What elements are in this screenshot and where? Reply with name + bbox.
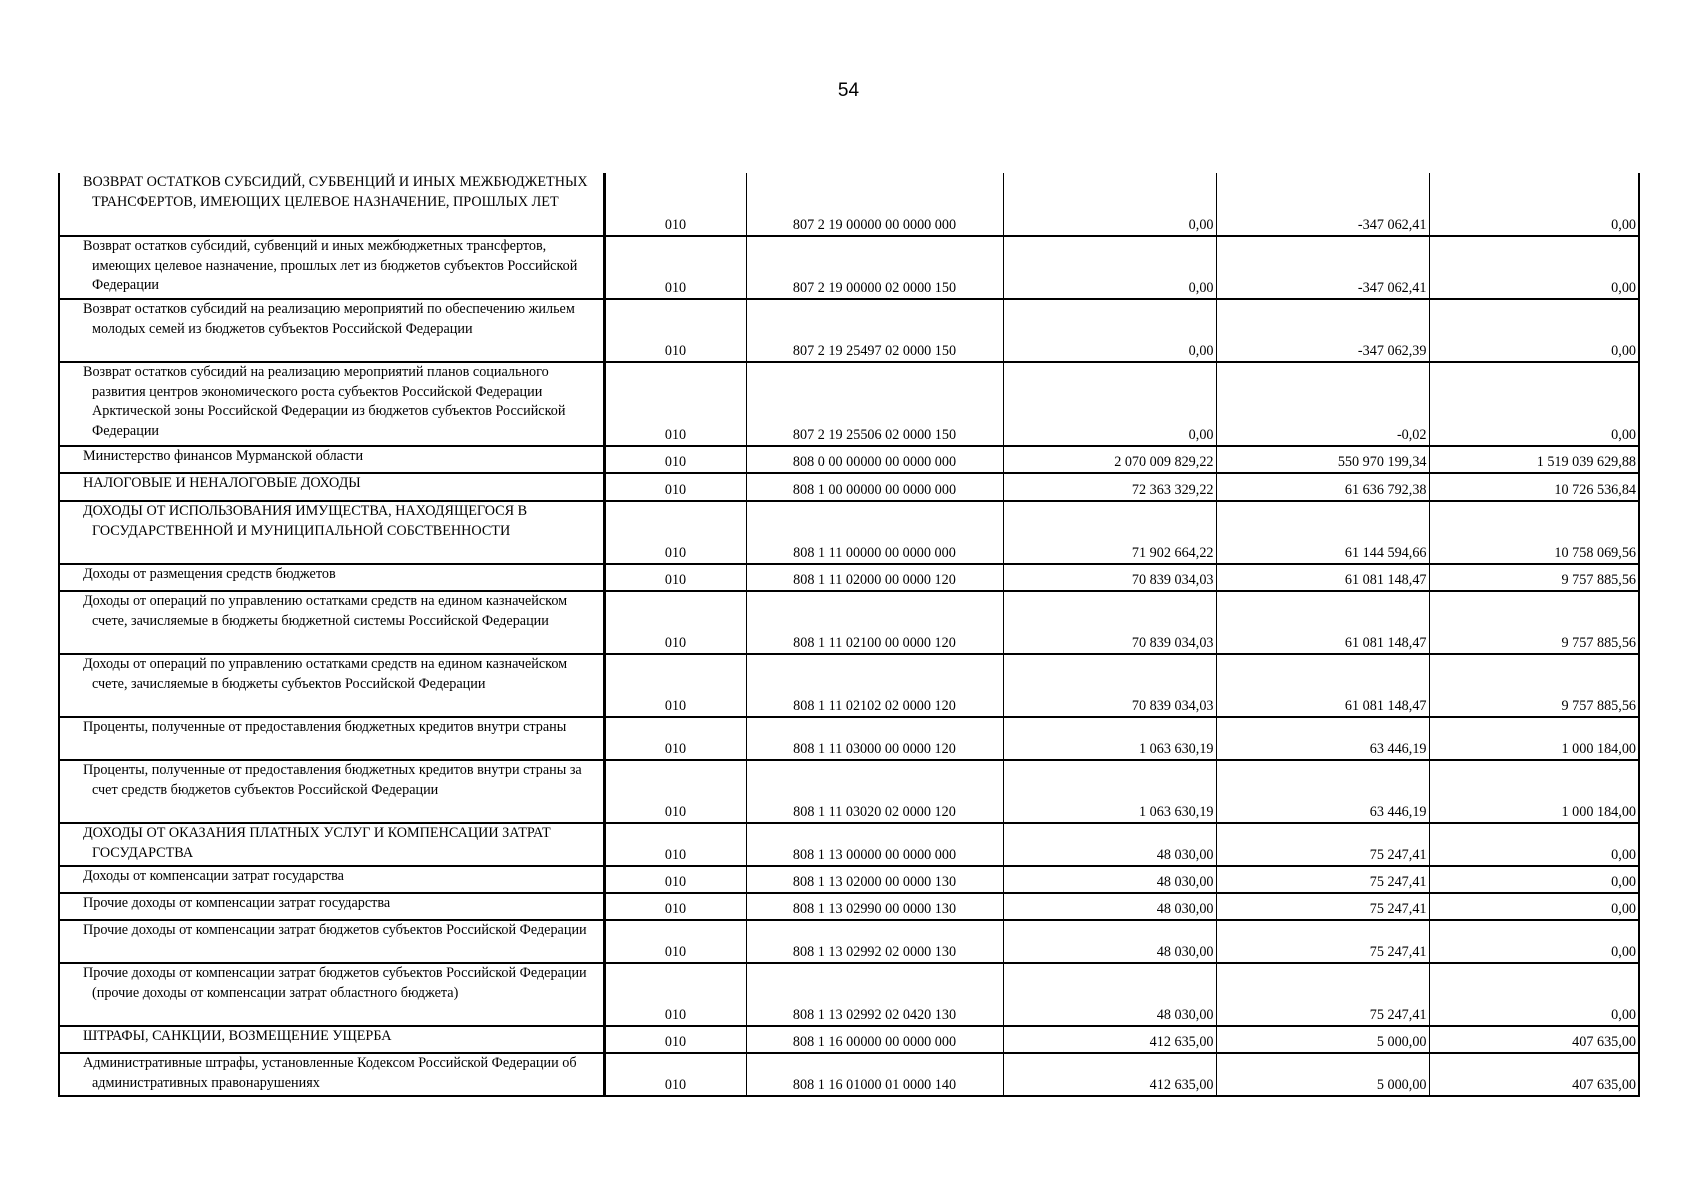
row-line-code: 010 xyxy=(604,173,746,236)
row-line-code: 010 xyxy=(604,1026,746,1053)
row-executed-amount: 75 247,41 xyxy=(1216,963,1429,1026)
row-unexecuted-amount: 10 726 536,84 xyxy=(1429,473,1639,501)
row-line-code: 010 xyxy=(604,920,746,963)
row-budget-classification-code: 808 1 13 02000 00 0000 130 xyxy=(746,866,1003,893)
row-executed-amount: 5 000,00 xyxy=(1216,1053,1429,1096)
row-unexecuted-amount: 0,00 xyxy=(1429,866,1639,893)
row-approved-amount: 0,00 xyxy=(1003,362,1216,446)
row-unexecuted-amount: 0,00 xyxy=(1429,963,1639,1026)
table-row xyxy=(59,236,1639,299)
table-row xyxy=(59,362,1639,446)
table-body xyxy=(59,173,1639,1096)
row-approved-amount: 48 030,00 xyxy=(1003,866,1216,893)
row-budget-classification-code: 808 1 11 00000 00 0000 000 xyxy=(746,501,1003,564)
row-description: Возврат остатков субсидий на реализацию мероприятий планов социального развития центров экономического роста субъектов Российской Федерации Арктической зоны Российской Федерации из бюджетов субъектов Российской Федерации xyxy=(59,362,604,446)
row-line-code: 010 xyxy=(604,717,746,760)
row-approved-amount: 71 902 664,22 xyxy=(1003,501,1216,564)
row-budget-classification-code: 808 1 11 03000 00 0000 120 xyxy=(746,717,1003,760)
row-executed-amount: 75 247,41 xyxy=(1216,866,1429,893)
row-description: ВОЗВРАТ ОСТАТКОВ СУБСИДИЙ, СУБВЕНЦИЙ И ИНЫХ МЕЖБЮДЖЕТНЫХ ТРАНСФЕРТОВ, ИМЕЮЩИХ ЦЕЛЕВОЕ НАЗНАЧЕНИЕ, ПРОШЛЫХ ЛЕТ xyxy=(59,173,604,236)
row-line-code: 010 xyxy=(604,501,746,564)
row-budget-classification-code: 807 2 19 00000 00 0000 000 xyxy=(746,173,1003,236)
row-budget-classification-code: 808 1 13 02992 02 0000 130 xyxy=(746,920,1003,963)
row-line-code: 010 xyxy=(604,654,746,717)
row-approved-amount: 70 839 034,03 xyxy=(1003,591,1216,654)
row-line-code: 010 xyxy=(604,893,746,920)
table-row xyxy=(59,866,1639,893)
row-executed-amount: 61 081 148,47 xyxy=(1216,564,1429,591)
row-unexecuted-amount: 0,00 xyxy=(1429,920,1639,963)
row-approved-amount: 1 063 630,19 xyxy=(1003,760,1216,823)
row-line-code: 010 xyxy=(604,299,746,362)
row-description: Прочие доходы от компенсации затрат бюджетов субъектов Российской Федерации (прочие доходы от компенсации затрат областного бюджета) xyxy=(59,963,604,1026)
table-row xyxy=(59,920,1639,963)
row-executed-amount: -347 062,41 xyxy=(1216,236,1429,299)
row-budget-classification-code: 808 1 13 00000 00 0000 000 xyxy=(746,823,1003,866)
row-approved-amount: 412 635,00 xyxy=(1003,1053,1216,1096)
page-number: 54 xyxy=(837,80,860,101)
row-description: Доходы от операций по управлению остатками средств на едином казначейском счете, зачисляемые в бюджеты бюджетной системы Российской Федерации xyxy=(59,591,604,654)
row-line-code: 010 xyxy=(604,866,746,893)
row-approved-amount: 70 839 034,03 xyxy=(1003,654,1216,717)
row-approved-amount: 48 030,00 xyxy=(1003,963,1216,1026)
row-budget-classification-code: 808 1 11 02100 00 0000 120 xyxy=(746,591,1003,654)
table-row xyxy=(59,501,1639,564)
row-executed-amount: 5 000,00 xyxy=(1216,1026,1429,1053)
row-description: Доходы от операций по управлению остатками средств на едином казначейском счете, зачисляемые в бюджеты субъектов Российской Федерации xyxy=(59,654,604,717)
row-approved-amount: 48 030,00 xyxy=(1003,823,1216,866)
table-row xyxy=(59,299,1639,362)
row-executed-amount: 61 636 792,38 xyxy=(1216,473,1429,501)
row-line-code: 010 xyxy=(604,473,746,501)
row-unexecuted-amount: 1 000 184,00 xyxy=(1429,717,1639,760)
row-line-code: 010 xyxy=(604,760,746,823)
row-budget-classification-code: 807 2 19 25506 02 0000 150 xyxy=(746,362,1003,446)
row-approved-amount: 2 070 009 829,22 xyxy=(1003,446,1216,473)
row-description: Прочие доходы от компенсации затрат бюджетов субъектов Российской Федерации xyxy=(59,920,604,963)
table-row xyxy=(59,564,1639,591)
row-unexecuted-amount: 10 758 069,56 xyxy=(1429,501,1639,564)
row-description: Доходы от размещения средств бюджетов xyxy=(59,564,604,591)
row-description: Доходы от компенсации затрат государства xyxy=(59,866,604,893)
row-executed-amount: 75 247,41 xyxy=(1216,823,1429,866)
row-unexecuted-amount: 9 757 885,56 xyxy=(1429,564,1639,591)
row-executed-amount: 75 247,41 xyxy=(1216,893,1429,920)
row-budget-classification-code: 808 1 16 01000 01 0000 140 xyxy=(746,1053,1003,1096)
row-unexecuted-amount: 1 519 039 629,88 xyxy=(1429,446,1639,473)
row-line-code: 010 xyxy=(604,446,746,473)
row-description: Возврат остатков субсидий на реализацию мероприятий по обеспечению жильем молодых семей из бюджетов субъектов Российской Федерации xyxy=(59,299,604,362)
row-description: Возврат остатков субсидий, субвенций и иных межбюджетных трансфертов, имеющих целевое назначение, прошлых лет из бюджетов субъектов Российской Федерации xyxy=(59,236,604,299)
row-approved-amount: 0,00 xyxy=(1003,173,1216,236)
row-unexecuted-amount: 0,00 xyxy=(1429,299,1639,362)
row-approved-amount: 48 030,00 xyxy=(1003,893,1216,920)
row-executed-amount: -347 062,41 xyxy=(1216,173,1429,236)
table-row xyxy=(59,717,1639,760)
table-row xyxy=(59,823,1639,866)
row-budget-classification-code: 807 2 19 25497 02 0000 150 xyxy=(746,299,1003,362)
table-row xyxy=(59,1026,1639,1053)
row-unexecuted-amount: 407 635,00 xyxy=(1429,1026,1639,1053)
table-row xyxy=(59,963,1639,1026)
row-description: Проценты, полученные от предоставления бюджетных кредитов внутри страны за счет средств бюджетов субъектов Российской Федерации xyxy=(59,760,604,823)
row-unexecuted-amount: 9 757 885,56 xyxy=(1429,591,1639,654)
row-description: ШТРАФЫ, САНКЦИИ, ВОЗМЕЩЕНИЕ УЩЕРБА xyxy=(59,1026,604,1053)
row-line-code: 010 xyxy=(604,591,746,654)
table-row xyxy=(59,591,1639,654)
row-approved-amount: 1 063 630,19 xyxy=(1003,717,1216,760)
row-executed-amount: -347 062,39 xyxy=(1216,299,1429,362)
row-approved-amount: 0,00 xyxy=(1003,236,1216,299)
row-approved-amount: 70 839 034,03 xyxy=(1003,564,1216,591)
table-row xyxy=(59,473,1639,501)
table-row xyxy=(59,446,1639,473)
row-budget-classification-code: 808 1 13 02990 00 0000 130 xyxy=(746,893,1003,920)
row-executed-amount: 550 970 199,34 xyxy=(1216,446,1429,473)
row-line-code: 010 xyxy=(604,1053,746,1096)
row-unexecuted-amount: 9 757 885,56 xyxy=(1429,654,1639,717)
row-budget-classification-code: 808 1 16 00000 00 0000 000 xyxy=(746,1026,1003,1053)
table-row xyxy=(59,893,1639,920)
row-description: Административные штрафы, установленные Кодексом Российской Федерации об административных правонарушениях xyxy=(59,1053,604,1096)
row-unexecuted-amount: 407 635,00 xyxy=(1429,1053,1639,1096)
row-unexecuted-amount: 0,00 xyxy=(1429,893,1639,920)
row-unexecuted-amount: 0,00 xyxy=(1429,173,1639,236)
row-approved-amount: 0,00 xyxy=(1003,299,1216,362)
row-executed-amount: 63 446,19 xyxy=(1216,717,1429,760)
row-description: Прочие доходы от компенсации затрат государства xyxy=(59,893,604,920)
row-unexecuted-amount: 0,00 xyxy=(1429,236,1639,299)
row-budget-classification-code: 807 2 19 00000 02 0000 150 xyxy=(746,236,1003,299)
row-budget-classification-code: 808 1 13 02992 02 0420 130 xyxy=(746,963,1003,1026)
row-approved-amount: 72 363 329,22 xyxy=(1003,473,1216,501)
row-line-code: 010 xyxy=(604,362,746,446)
table-row xyxy=(59,173,1639,236)
row-budget-classification-code: 808 1 11 03020 02 0000 120 xyxy=(746,760,1003,823)
row-description: Министерство финансов Мурманской области xyxy=(59,446,604,473)
row-executed-amount: 75 247,41 xyxy=(1216,920,1429,963)
row-line-code: 010 xyxy=(604,823,746,866)
row-executed-amount: 61 081 148,47 xyxy=(1216,591,1429,654)
row-unexecuted-amount: 0,00 xyxy=(1429,823,1639,866)
row-executed-amount: 61 144 594,66 xyxy=(1216,501,1429,564)
row-description: ДОХОДЫ ОТ ИСПОЛЬЗОВАНИЯ ИМУЩЕСТВА, НАХОДЯЩЕГОСЯ В ГОСУДАРСТВЕННОЙ И МУНИЦИПАЛЬНОЙ СОБСТВЕННОСТИ xyxy=(59,501,604,564)
row-budget-classification-code: 808 1 00 00000 00 0000 000 xyxy=(746,473,1003,501)
budget-revenue-table xyxy=(58,173,1640,1097)
table-row xyxy=(59,760,1639,823)
row-executed-amount: -0,02 xyxy=(1216,362,1429,446)
table-row xyxy=(59,1053,1639,1096)
row-executed-amount: 61 081 148,47 xyxy=(1216,654,1429,717)
row-budget-classification-code: 808 1 11 02000 00 0000 120 xyxy=(746,564,1003,591)
row-description: НАЛОГОВЫЕ И НЕНАЛОГОВЫЕ ДОХОДЫ xyxy=(59,473,604,501)
row-unexecuted-amount: 0,00 xyxy=(1429,362,1639,446)
row-executed-amount: 63 446,19 xyxy=(1216,760,1429,823)
row-line-code: 010 xyxy=(604,564,746,591)
row-description: ДОХОДЫ ОТ ОКАЗАНИЯ ПЛАТНЫХ УСЛУГ И КОМПЕНСАЦИИ ЗАТРАТ ГОСУДАРСТВА xyxy=(59,823,604,866)
row-approved-amount: 48 030,00 xyxy=(1003,920,1216,963)
row-line-code: 010 xyxy=(604,963,746,1026)
table-row xyxy=(59,654,1639,717)
row-budget-classification-code: 808 0 00 00000 00 0000 000 xyxy=(746,446,1003,473)
row-line-code: 010 xyxy=(604,236,746,299)
row-budget-classification-code: 808 1 11 02102 02 0000 120 xyxy=(746,654,1003,717)
row-approved-amount: 412 635,00 xyxy=(1003,1026,1216,1053)
row-description: Проценты, полученные от предоставления бюджетных кредитов внутри страны xyxy=(59,717,604,760)
row-unexecuted-amount: 1 000 184,00 xyxy=(1429,760,1639,823)
